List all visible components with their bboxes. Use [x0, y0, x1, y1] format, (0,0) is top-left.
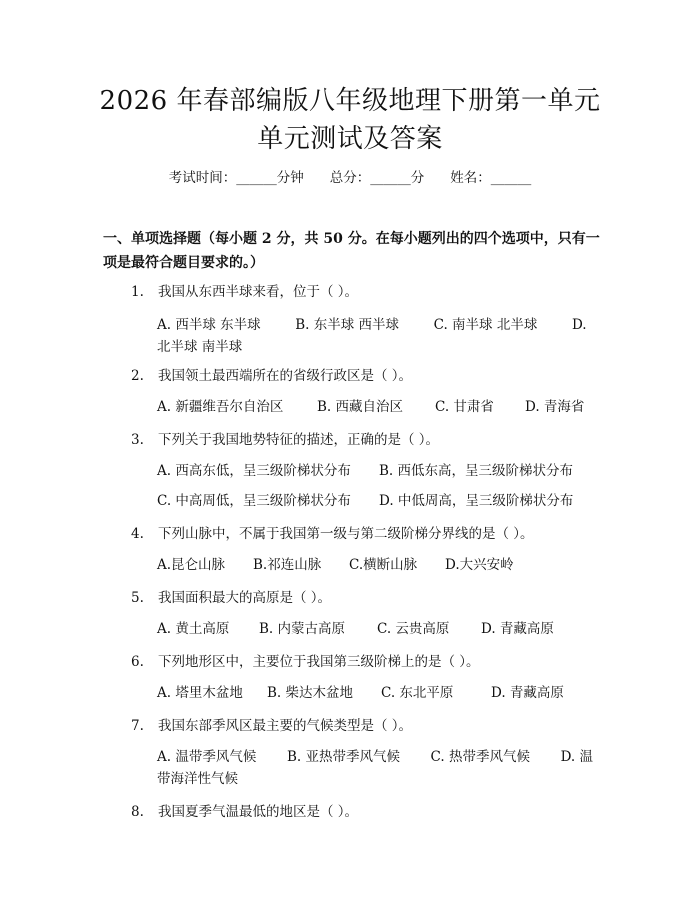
option-b: B.祁连山脉 — [253, 557, 322, 573]
question-number: 4. — [131, 526, 144, 542]
question-4 — [131, 524, 610, 544]
question-2-options — [103, 396, 600, 418]
question-3-options — [103, 460, 600, 512]
option-c: C. 南半球 北半球 — [433, 317, 538, 333]
exam-info-line — [0, 168, 700, 188]
option-b: B. 内蒙古高原 — [259, 621, 346, 637]
question-3 — [131, 430, 610, 450]
section-heading-multiple-choice: 一、单项选择题（每小题 2 分，共 50 分。在每小题列出的四个选项中，只有一项是最符合题目要求的。） — [103, 231, 600, 271]
option-c: C. 中高周低，呈三级阶梯状分布 — [157, 493, 351, 509]
total-score-label: 总分：______分 — [329, 170, 425, 186]
option-d: D. 青海省 — [525, 399, 585, 415]
option-c: C. 热带季风气候 — [430, 749, 530, 765]
option-c: C.横断山脉 — [349, 557, 418, 573]
question-5-options — [103, 618, 600, 640]
option-d: D. 温带海洋性气候 — [157, 749, 594, 787]
student-name-label: 姓名：______ — [450, 170, 532, 186]
question-6 — [131, 652, 610, 672]
question-text: 下列山脉中，不属于我国第一级与第二级阶梯分界线的是（ ）。 — [158, 526, 534, 542]
option-d: D.大兴安岭 — [445, 557, 514, 573]
option-d: D. 青藏高原 — [491, 685, 564, 701]
option-a: A. 塔里木盆地 — [157, 685, 243, 701]
question-1-options — [103, 314, 600, 358]
option-c: C. 甘肃省 — [435, 399, 494, 415]
question-number: 5. — [131, 590, 144, 606]
option-b: B. 西低东高，呈三级阶梯状分布 — [379, 463, 574, 479]
question-number: 2. — [131, 368, 144, 384]
question-number: 7. — [131, 718, 144, 734]
question-4-options — [103, 554, 600, 576]
option-b: B. 柴达木盆地 — [267, 685, 354, 701]
option-a: A. 新疆维吾尔自治区 — [157, 399, 284, 415]
option-d: D. 北半球 南半球 — [157, 317, 587, 355]
question-1 — [131, 282, 610, 302]
option-b: B. 西藏自治区 — [317, 399, 404, 415]
question-7 — [131, 716, 610, 736]
question-number: 1. — [131, 284, 144, 300]
question-number: 8. — [131, 804, 144, 820]
question-text: 我国从东西半球来看，位于（ ）。 — [158, 284, 359, 300]
question-number: 3. — [131, 432, 144, 448]
question-text: 我国夏季气温最低的地区是（ ）。 — [158, 804, 359, 820]
option-a: A. 黄土高原 — [157, 621, 230, 637]
question-text: 我国面积最大的高原是（ ）。 — [158, 590, 332, 606]
option-a: A.昆仑山脉 — [157, 557, 226, 573]
option-d: D. 青藏高原 — [481, 621, 554, 637]
option-b: B. 亚热带季风气候 — [286, 749, 400, 765]
question-2 — [131, 366, 610, 386]
document-title: 2026 年春部编版八年级地理下册第一单元单元测试及答案 — [99, 86, 601, 154]
question-text: 下列关于我国地势特征的描述，正确的是（ ）。 — [158, 432, 440, 448]
option-a: A. 温带季风气候 — [157, 749, 257, 765]
question-text: 下列地形区中，主要位于我国第三级阶梯上的是（ ）。 — [158, 654, 480, 670]
option-b: B. 东半球 西半球 — [295, 317, 400, 333]
question-text: 我国东部季风区最主要的气候类型是（ ）。 — [158, 718, 413, 734]
option-c: C. 东北平原 — [381, 685, 454, 701]
option-d: D. 中低周高，呈三级阶梯状分布 — [379, 493, 574, 509]
option-a: A. 西半球 东半球 — [157, 317, 261, 333]
option-c: C. 云贵高原 — [377, 621, 450, 637]
option-a: A. 西高东低，呈三级阶梯状分布 — [157, 463, 351, 479]
question-6-options — [103, 682, 600, 704]
question-7-options — [103, 746, 600, 790]
question-5 — [131, 588, 610, 608]
question-8 — [131, 802, 610, 822]
exam-time-label: 考试时间：______分钟 — [168, 170, 304, 186]
question-text: 我国领土最西端所在的省级行政区是（ ）。 — [158, 368, 413, 384]
question-number: 6. — [131, 654, 144, 670]
